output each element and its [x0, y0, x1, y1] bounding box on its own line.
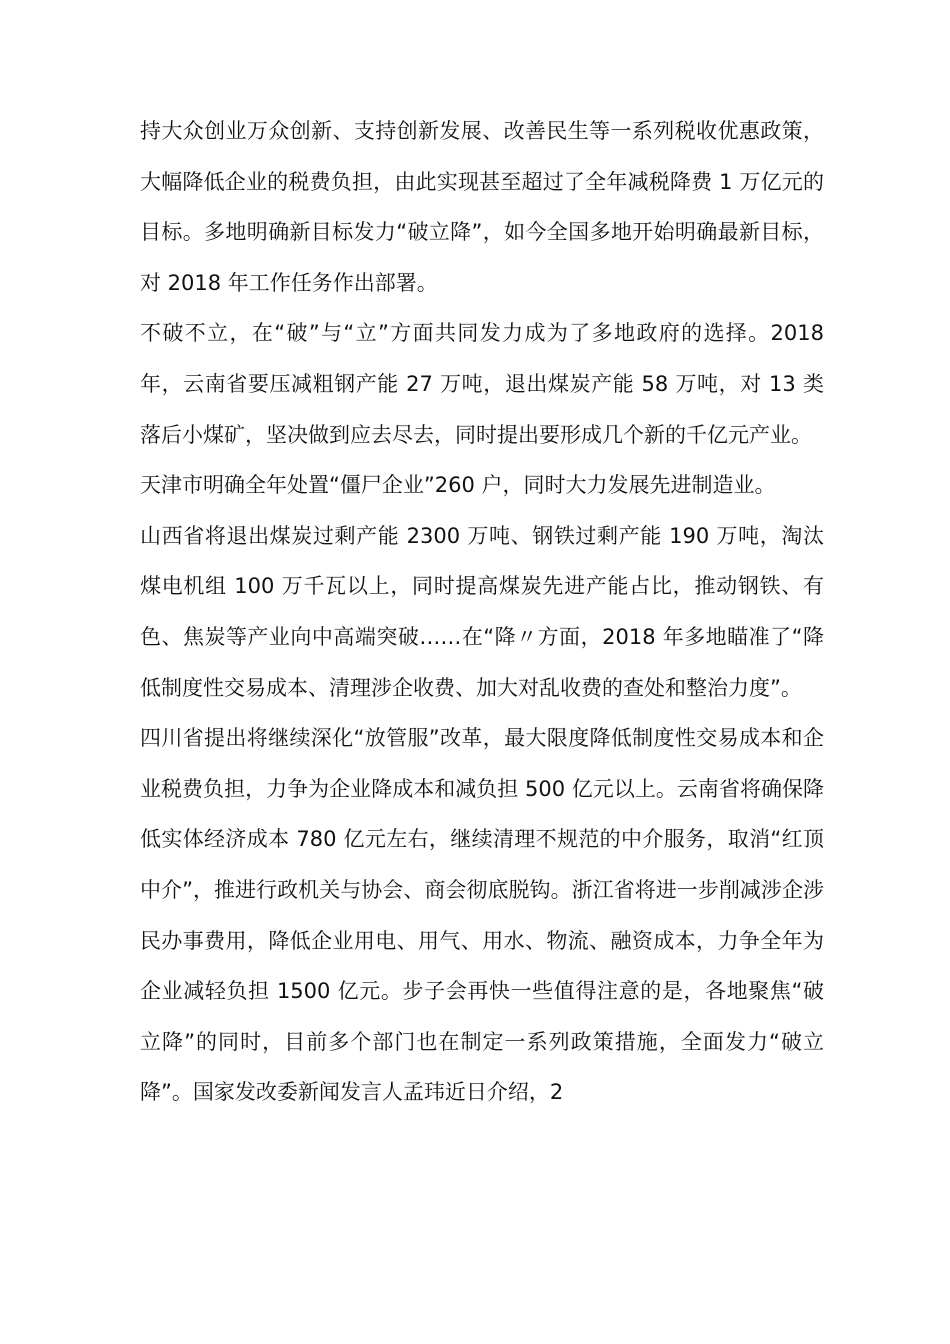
document-body: [140, 106, 824, 1118]
paragraph-1: 持大众创业万众创新、支持创新发展、改善民生等一系列税收优惠政策，大幅降低企业的税费负担，由此实现甚至超过了全年减税降费 1 万亿元的目标。多地明确新目标发力“破立降”，如今全国多地开始明确最新目标，对 2018 年工作任务作出部署。: [140, 119, 824, 295]
paragraph-4: 山西省将退出煤炭过剩产能 2300 万吨、钢铁过剩产能 190 万吨，淘汰煤电机组 100 万千瓦以上，同时提高煤炭先进产能占比，推动钢铁、有色、焦炭等产业向中高端突破……在“降〃方面，2018 年多地瞄准了“降低制度性交易成本、清理涉企收费、加大对乱收费的查处和整治力度”。: [140, 523, 825, 700]
paragraph-2: 不破不立，在“破”与“立”方面共同发力成为了多地政府的选择。2018 年，云南省要压减粗钢产能 27 万吨，退出煤炭产能 58 万吨，对 13 类落后小煤矿，坚决做到应去尽去，同时提出要形成几个新的千亿元产业。: [140, 321, 824, 447]
paragraph-5: 四川省提出将继续深化“放管服”改革，最大限度降低制度性交易成本和企业税费负担，力争为企业降成本和减负担 500 亿元以上。云南省将确保降低实体经济成本 780 亿元左右，继续清理不规范的中介服务，取消“红顶中介”，推进行政机关与协会、商会彻底脱钩。浙江省将进一步削减涉企涉民办事费用，降低企业用电、用气、用水、物流、融资成本，力争全年为企业减轻负担 1500 亿元。步子会再快一些值得注意的是，各地聚焦“破立降”的同时，目前多个部门也在制定一系列政策措施，全面发力“破立降”。国家发改委新闻发言人孟玮近日介绍，2: [140, 726, 824, 1105]
paragraph-3: 天津市明确全年处置“僵尸企业”260 户，同时大力发展先进制造业。: [140, 473, 776, 498]
